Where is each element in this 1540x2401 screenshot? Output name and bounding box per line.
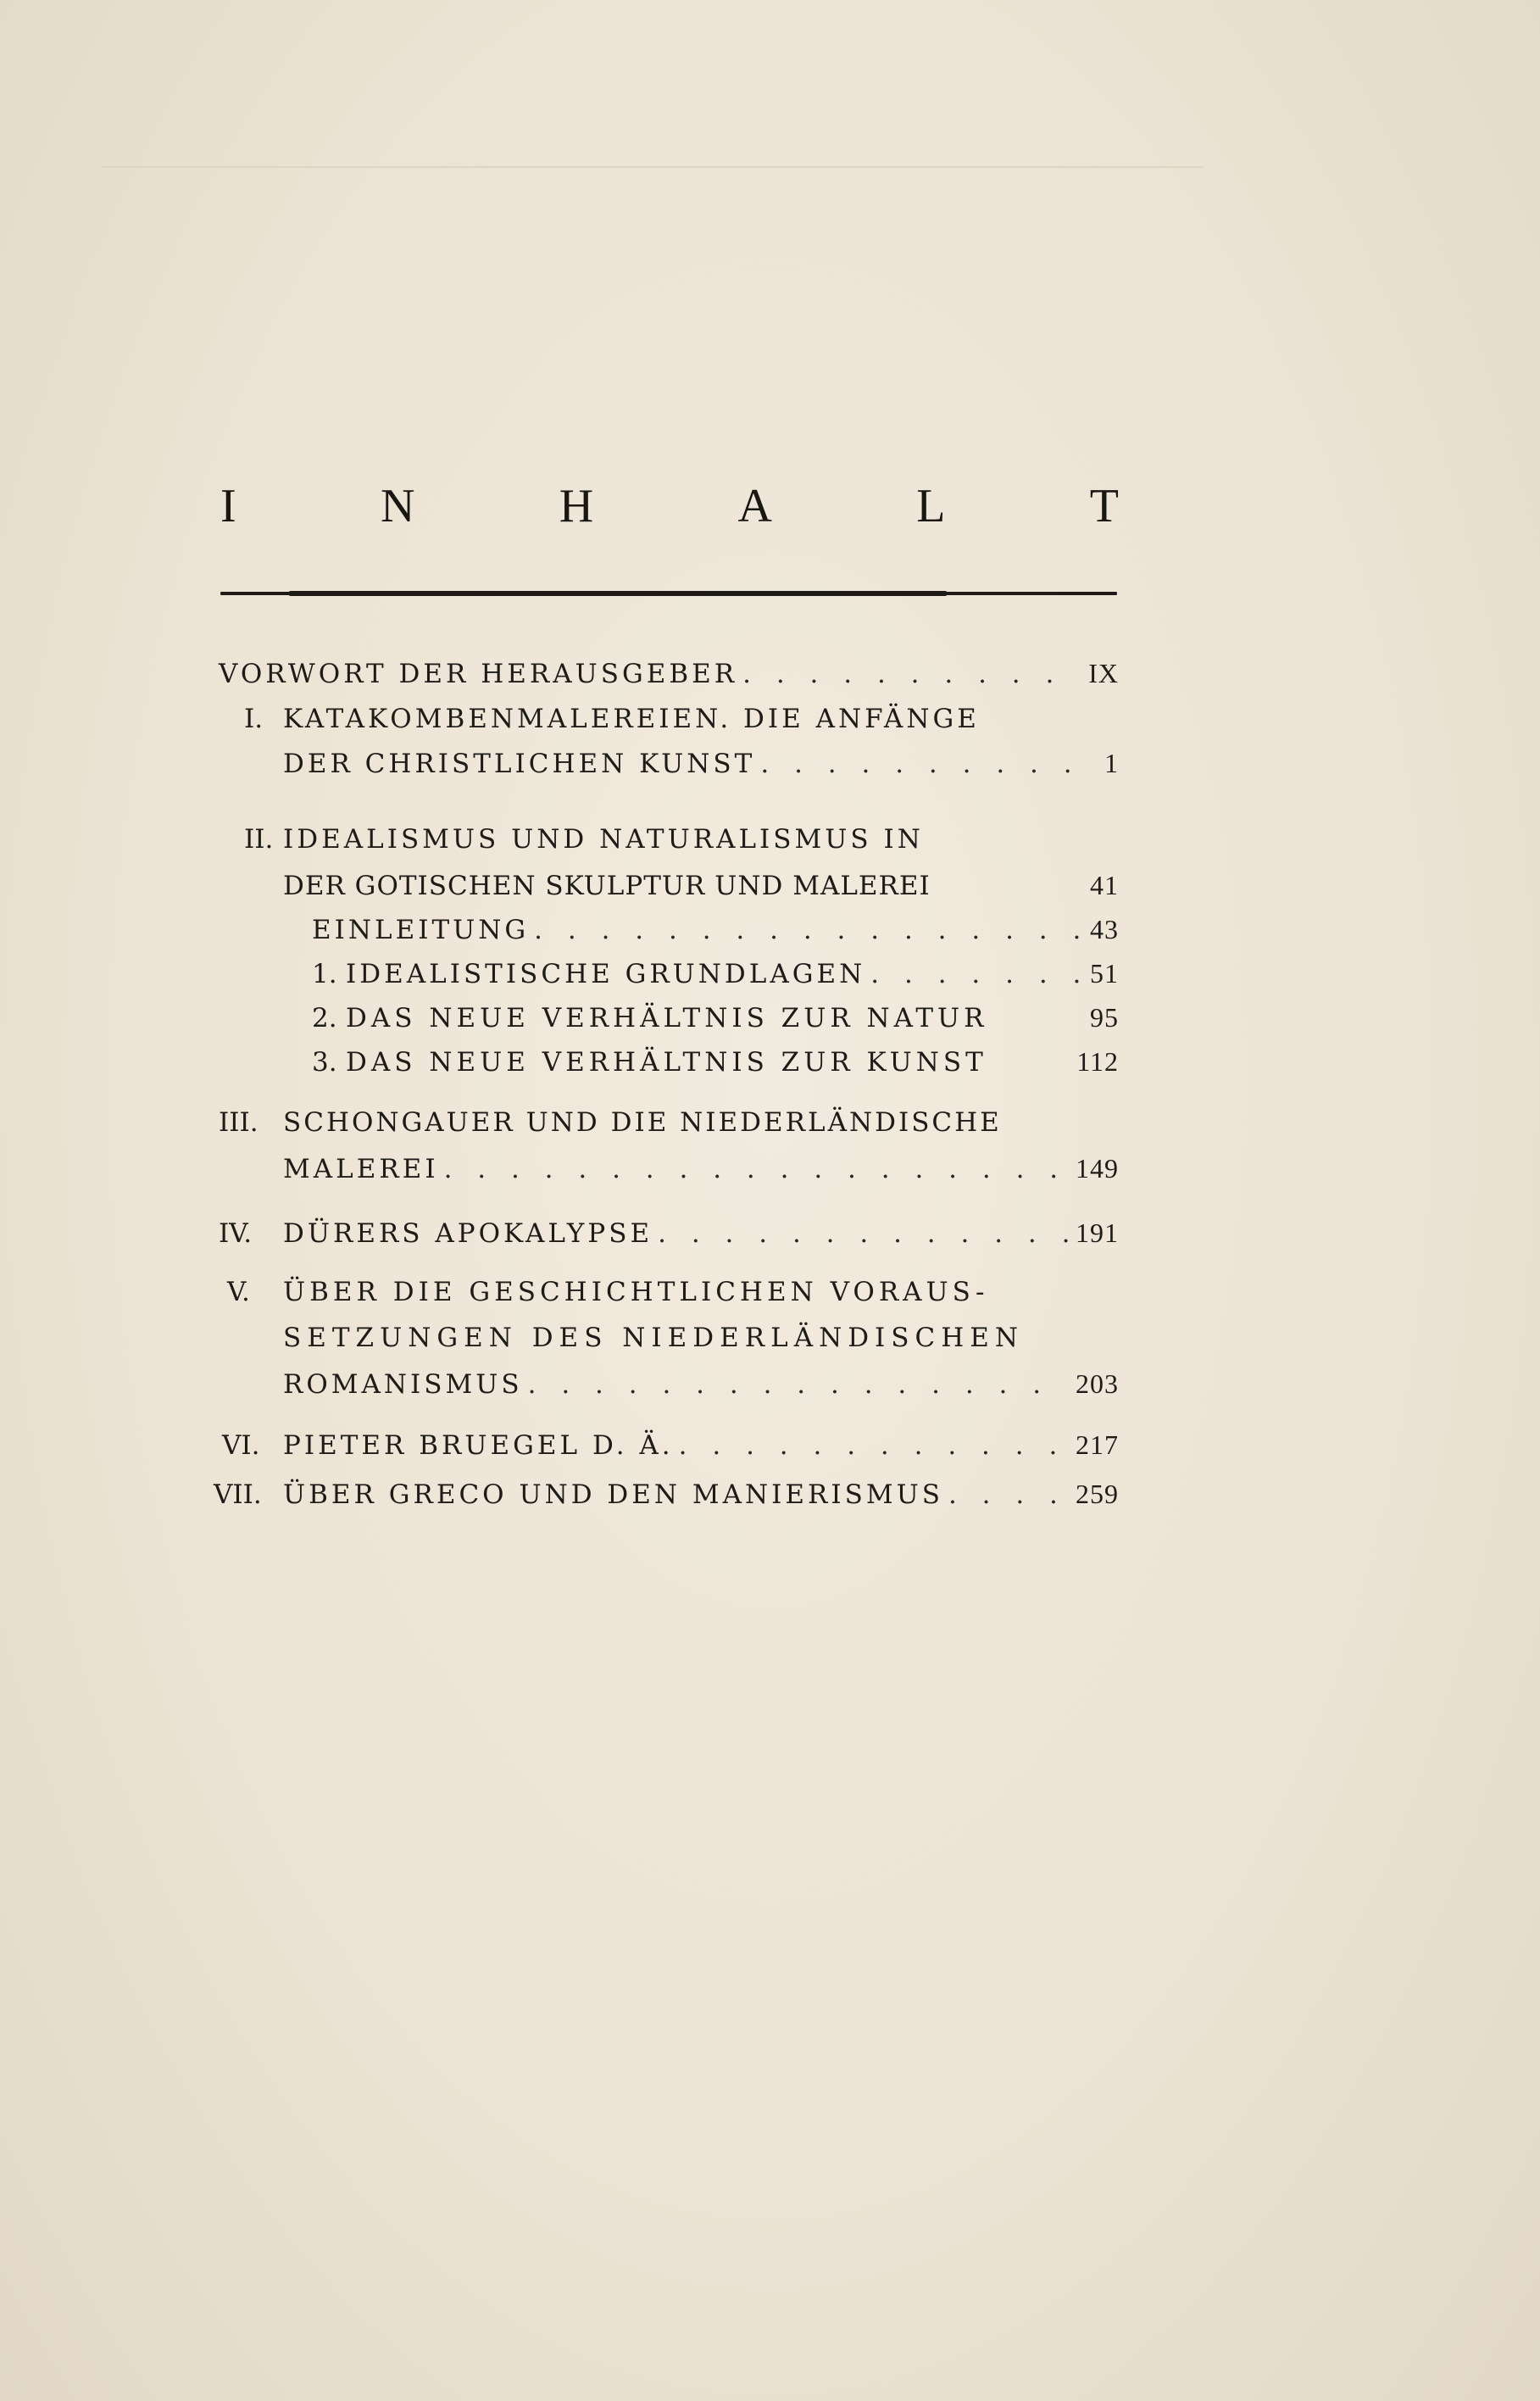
toc-entry [312,1002,1119,1046]
toc-leader [674,1430,1069,1461]
toc-page-number: 259 [1076,1479,1119,1509]
toc-entry-text: MALEREI [283,1154,439,1184]
toc-entry-number: 1. [312,959,337,989]
toc-entry [312,958,1119,1002]
toc-entry [312,1046,1119,1090]
toc-page-number: 217 [1076,1429,1119,1460]
toc-entry [283,1368,1119,1412]
toc-leader [529,915,1083,945]
toc-page-number: IX [1088,658,1119,688]
toc-entry-number: IV. [219,1218,253,1249]
toc-page-number: 51 [1090,958,1119,989]
toc-entry [283,870,1119,914]
toc-entry-number: III. [219,1107,259,1138]
toc-entry [244,704,1100,748]
toc-entry-text: VORWORT DER HERAUSGEBER [219,659,738,689]
title-letter: T [1089,480,1119,532]
toc-leader [523,1369,1069,1400]
toc-entry-text: SCHONGAUER UND DIE NIEDERLÄNDISCHE [283,1107,1002,1138]
toc-leader [439,1154,1069,1184]
toc-leader [737,659,1081,689]
toc-entry [222,1429,1119,1473]
toc-entry [283,1323,1100,1367]
toc-page-number: 95 [1090,1002,1119,1033]
toc-entry-number: V. [227,1277,250,1307]
toc-leader [943,1479,1069,1510]
toc-entry [283,748,1119,792]
toc-entry-text: IDEALISMUS UND NATURALISMUS IN [283,824,924,855]
toc-entry-text: ROMANISMUS [283,1369,523,1400]
title-letter: L [916,480,946,532]
toc-entry-number: I. [244,704,264,734]
toc-entry-text: DAS NEUE VERHÄLTNIS ZUR KUNST [346,1047,987,1078]
toc-page-number: 112 [1076,1046,1119,1077]
toc-page-number: 41 [1090,870,1119,900]
faint-header-rule [102,166,1204,168]
toc-entry [219,1217,1119,1262]
toc-entry-text: KATAKOMBENMALEREIEN. DIE ANFÄNGE [283,704,980,734]
toc-entry-text: PIETER BRUEGEL D. Ä. [283,1430,674,1461]
toc-entry-text: EINLEITUNG [312,915,530,945]
toc-entry-text: SETZUNGEN DES NIEDERLÄNDISCHEN [283,1323,1025,1353]
toc-entry-text: ÜBER DIE GESCHICHTLICHEN VORAUS- [283,1277,989,1307]
toc-page-number: 191 [1076,1217,1119,1248]
toc-entry-number: VII. [214,1479,262,1510]
toc-entry-number: II. [244,824,274,855]
toc-page-number: 203 [1076,1368,1119,1399]
toc-entry-number: 3. [312,1047,337,1078]
toc-leader [865,959,1083,989]
toc-entry-text: DAS NEUE VERHÄLTNIS ZUR NATUR [346,1003,988,1033]
toc-entry-text: DER GOTISCHEN SKULPTUR UND MALEREI [283,871,931,901]
title-letter: N [380,480,415,532]
toc-entry-text: IDEALISTISCHE GRUNDLAGEN [346,959,866,989]
toc-entry [312,914,1119,958]
toc-leader [755,749,1098,779]
toc-page-number: 43 [1090,914,1119,944]
toc-page-number: 1 [1104,748,1119,778]
toc-entry-number: 2. [312,1003,337,1033]
toc-entry [214,1479,1119,1523]
toc-page-number: 149 [1076,1153,1119,1184]
toc-entry-text: ÜBER GRECO UND DEN MANIERISMUS [283,1479,943,1510]
title-rule [220,590,1117,597]
title-letter: H [559,480,594,532]
toc-entry-number: VI. [222,1430,260,1461]
toc-entry [227,1277,1100,1321]
page-title [220,479,1119,533]
toc-entry [283,1153,1119,1197]
toc-entry [219,658,1119,702]
title-letter: I [220,480,236,532]
title-letter: A [737,480,772,532]
toc-entry [219,1107,1100,1151]
toc-leader [653,1218,1069,1249]
toc-entry [244,824,1100,868]
toc-entry-text: DER CHRISTLICHEN KUNST [283,749,756,779]
toc-entry-text: DÜRERS APOKALYPSE [283,1218,653,1249]
